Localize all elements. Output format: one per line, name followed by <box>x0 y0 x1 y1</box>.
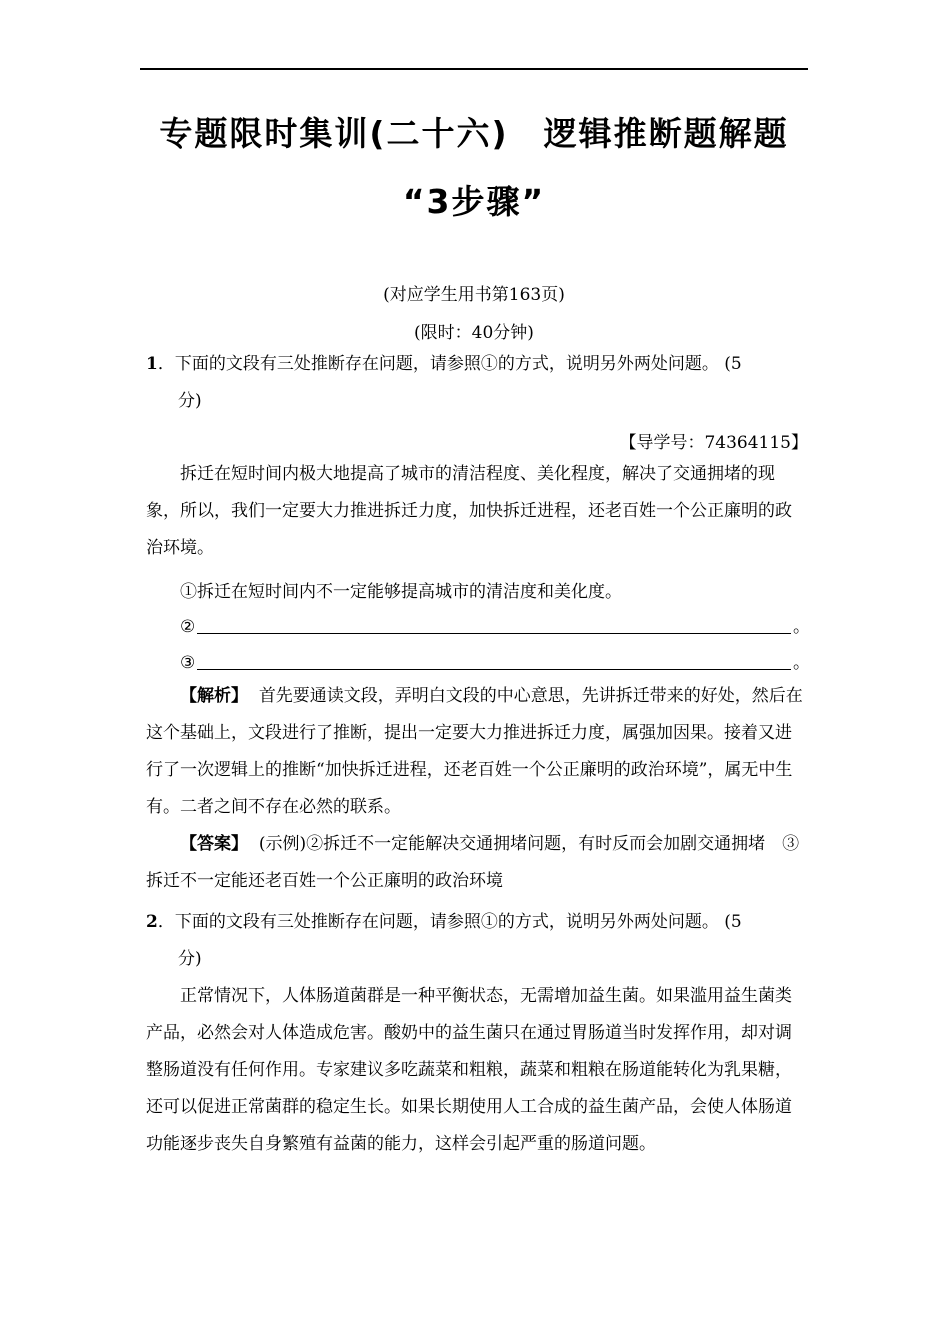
blank-end: 。 <box>793 617 810 637</box>
question-number: 2 <box>146 912 158 932</box>
answer-label: 【答案】 <box>180 834 248 854</box>
question-1 <box>146 346 808 420</box>
blank-marker: ② <box>180 617 196 637</box>
answer <box>146 826 808 900</box>
page-title: 专题限时集训(二十六) 逻辑推断题解题 <box>159 114 789 153</box>
analysis <box>146 678 808 826</box>
analysis-text: 首先要通读文段，弄明白文段的中心意思，先讲拆迁带来的好处，然后在这个基础上，文段进行了推断，提出一定要大力推进拆迁力度，属强加因果。接着又进行了一次逻辑上的推断“加快拆迁进程，还老百姓一个公正廉明的政治环境”，属无中生有。二者之间不存在必然的联系。 <box>146 686 803 817</box>
question-2 <box>146 904 808 978</box>
passage-2: 正常情况下，人体肠道菌群是一种平衡状态，无需增加益生菌。如果滥用益生菌类产品，必然会对人体造成危害。酸奶中的益生菌只在通过胃肠道当时发挥作用，却对调整肠道没有任何作用。专家建议多吃蔬菜和粗粮，蔬菜和粗粮在肠道能转化为乳果糖，还可以促进正常菌群的稳定生长。如果长期使用人工合成的益生菌产品，会使人体肠道功能逐步丧失自身繁殖有益菌的能力，这样会引起严重的肠道问题。 <box>146 986 792 1154</box>
question-text-cont: 分) <box>178 391 202 411</box>
page-title-line2: “3步骤” <box>402 182 546 221</box>
header-rule <box>140 68 808 70</box>
question-text: ．下面的文段有三处推断存在问题，请参照①的方式，说明另外两处问题。 (5 <box>157 912 742 932</box>
blank-line <box>197 651 791 670</box>
guide-number: 【导学号：74364115】 <box>619 433 808 453</box>
time-limit: (限时：40分钟) <box>414 323 534 343</box>
question-number: 1 <box>146 354 158 374</box>
analysis-label: 【解析】 <box>180 686 248 706</box>
blank-line <box>197 615 791 634</box>
answer-text: (示例)②拆迁不一定能解决交通拥堵问题，有时反而会加剧交通拥堵 ③拆迁不一定能还老百姓一个公正廉明的政治环境 <box>146 834 800 891</box>
book-page-note: (对应学生用书第163页) <box>383 285 565 305</box>
answer-blank-3[interactable] <box>180 648 810 673</box>
example-answer: ①拆迁在短时间内不一定能够提高城市的清洁度和美化度。 <box>180 582 622 602</box>
answer-blank-2[interactable] <box>180 612 810 637</box>
passage-1: 拆迁在短时间内极大地提高了城市的清洁程度、美化程度，解决了交通拥堵的现象，所以，我们一定要大力推进拆迁力度，加快拆迁进程，还老百姓一个公正廉明的政治环境。 <box>146 464 792 558</box>
blank-end: 。 <box>793 653 810 673</box>
question-text-cont: 分) <box>178 949 202 969</box>
blank-marker: ③ <box>180 653 196 673</box>
question-text: ．下面的文段有三处推断存在问题，请参照①的方式，说明另外两处问题。 (5 <box>157 354 742 374</box>
